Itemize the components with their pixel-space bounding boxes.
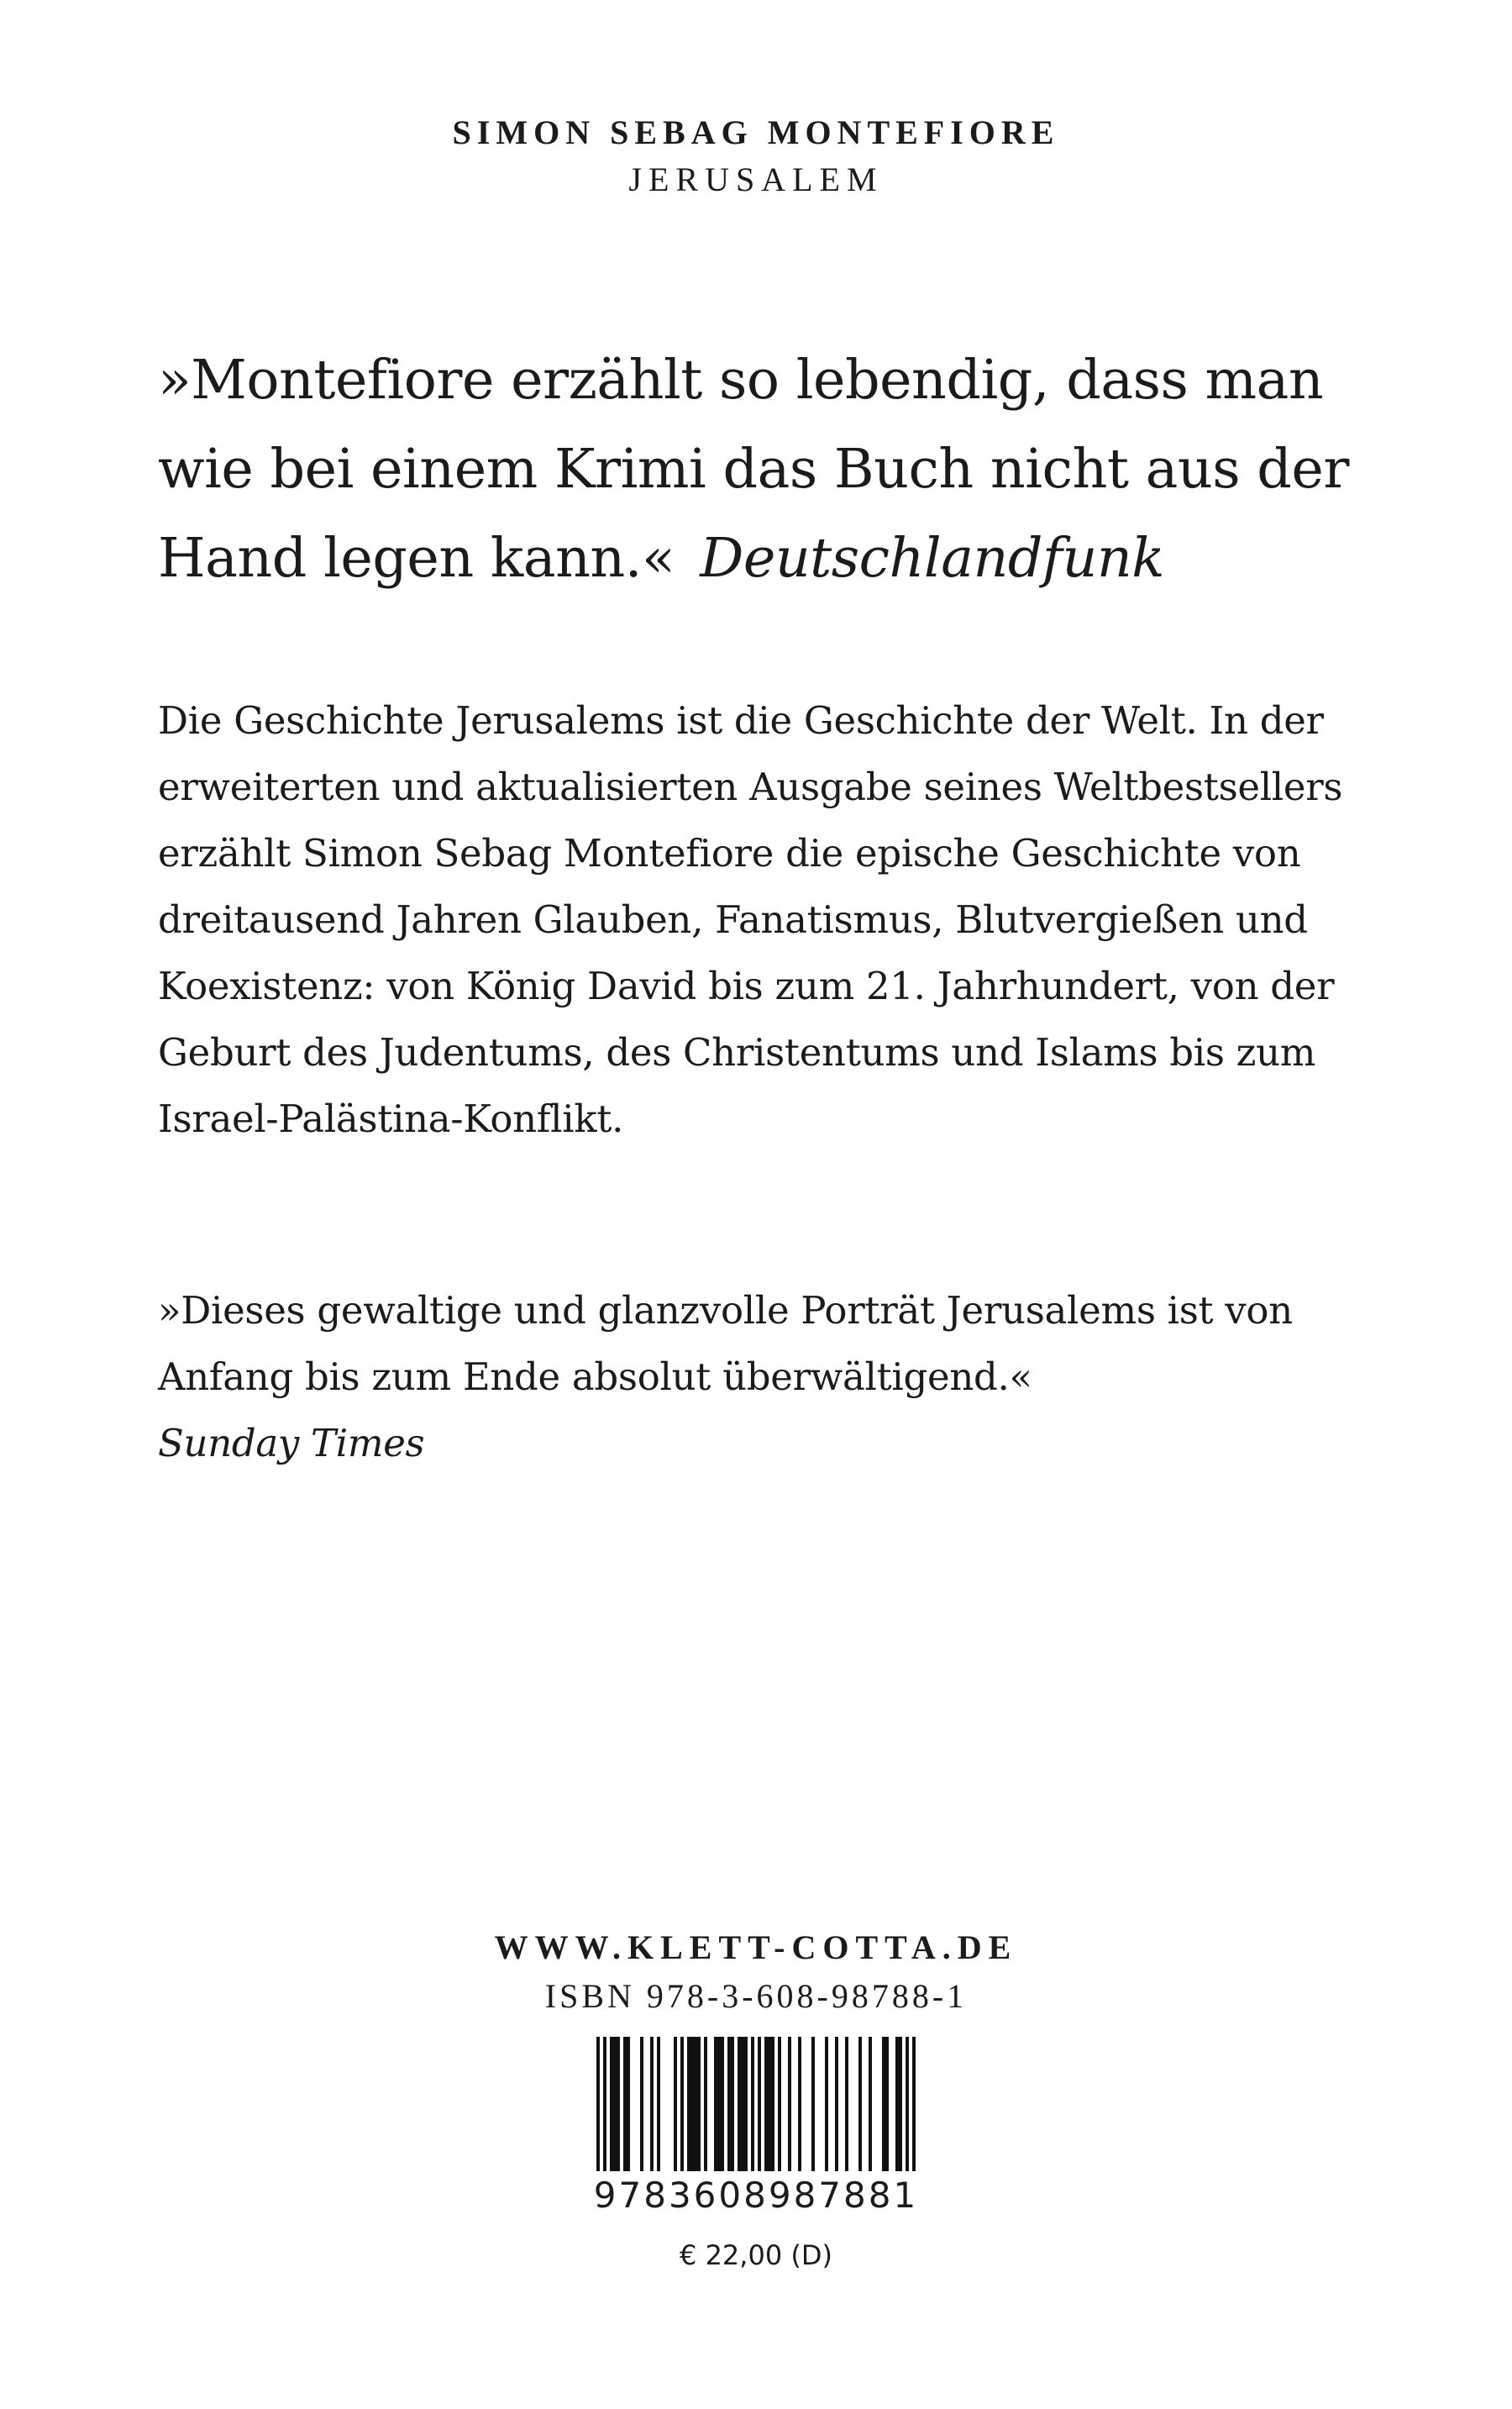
barcode-bar bbox=[751, 2037, 754, 2171]
barcode bbox=[556, 2037, 956, 2216]
author-name: SIMON SEBAG MONTEFIORE bbox=[452, 113, 1060, 151]
barcode-bar bbox=[680, 2037, 684, 2171]
second-quote-text: »Dieses gewaltige und glanzvolle Porträt Jerusalems ist von Anfang bis zum Ende absolut überwältigend.« bbox=[158, 1288, 1293, 1399]
lead-quote bbox=[158, 336, 1368, 603]
price-label: € 22,00 (D) bbox=[680, 2239, 832, 2271]
lead-quote-source: Deutschlandfunk bbox=[700, 527, 1165, 590]
barcode-bar bbox=[758, 2037, 761, 2171]
barcode-bar bbox=[825, 2037, 828, 2171]
barcode-bar bbox=[778, 2037, 781, 2171]
barcode-bar bbox=[610, 2037, 620, 2171]
book-title: JERUSALEM bbox=[628, 160, 884, 198]
barcode-bar bbox=[835, 2037, 838, 2171]
barcode-bar bbox=[727, 2037, 734, 2171]
book-description: Die Geschichte Jerusalems ist die Geschichte der Welt. In der erweiterten und aktualisierten Ausgabe seines Weltbestsellers erzählt Simon Sebag Montefiore die epische Geschichte von dreitausend Jahren Glauben, Fanatismus, Blutvergießen und Koexistenz: von König David bis zum 21. Jahrhundert, von der Geburt des Judentums, des Christentums und Islams bis zum Israel-Palästina-Konflikt. bbox=[158, 698, 1343, 1141]
barcode-bar bbox=[798, 2037, 801, 2171]
barcode-bar bbox=[869, 2037, 872, 2171]
barcode-bar bbox=[858, 2037, 862, 2171]
barcode-bar bbox=[906, 2037, 909, 2171]
barcode-bar bbox=[657, 2037, 660, 2171]
lead-quote-text: »Montefiore erzählt so lebendig, dass man wie bei einem Krimi das Buch nicht aus der Hand legen kann.« bbox=[158, 349, 1349, 590]
second-quote bbox=[158, 1277, 1368, 1476]
barcode-bar bbox=[714, 2037, 724, 2171]
barcode-bar bbox=[882, 2037, 889, 2171]
barcode-bar bbox=[811, 2037, 815, 2171]
barcode-bar bbox=[704, 2037, 707, 2171]
second-quote-source: Sunday Times bbox=[158, 1421, 425, 1465]
barcode-bar bbox=[640, 2037, 643, 2171]
barcode-bar bbox=[687, 2037, 701, 2171]
barcode-bar bbox=[603, 2037, 606, 2171]
isbn-number: ISBN 978-3-608-98788-1 bbox=[544, 1977, 968, 2015]
barcode-bar bbox=[650, 2037, 654, 2171]
barcode-bar bbox=[845, 2037, 848, 2171]
barcode-bar bbox=[623, 2037, 630, 2171]
barcode-bar bbox=[788, 2037, 791, 2171]
barcode-bar bbox=[895, 2037, 902, 2171]
barcode-bar bbox=[764, 2037, 774, 2171]
barcode-digits: 9783608987881 bbox=[593, 2175, 919, 2216]
barcode-bar bbox=[596, 2037, 600, 2171]
barcode-bar bbox=[912, 2037, 916, 2171]
publisher-website: WWW.KLETT-COTTA.DE bbox=[494, 1928, 1018, 1966]
barcode-bar bbox=[674, 2037, 677, 2171]
barcode-bar bbox=[738, 2037, 748, 2171]
